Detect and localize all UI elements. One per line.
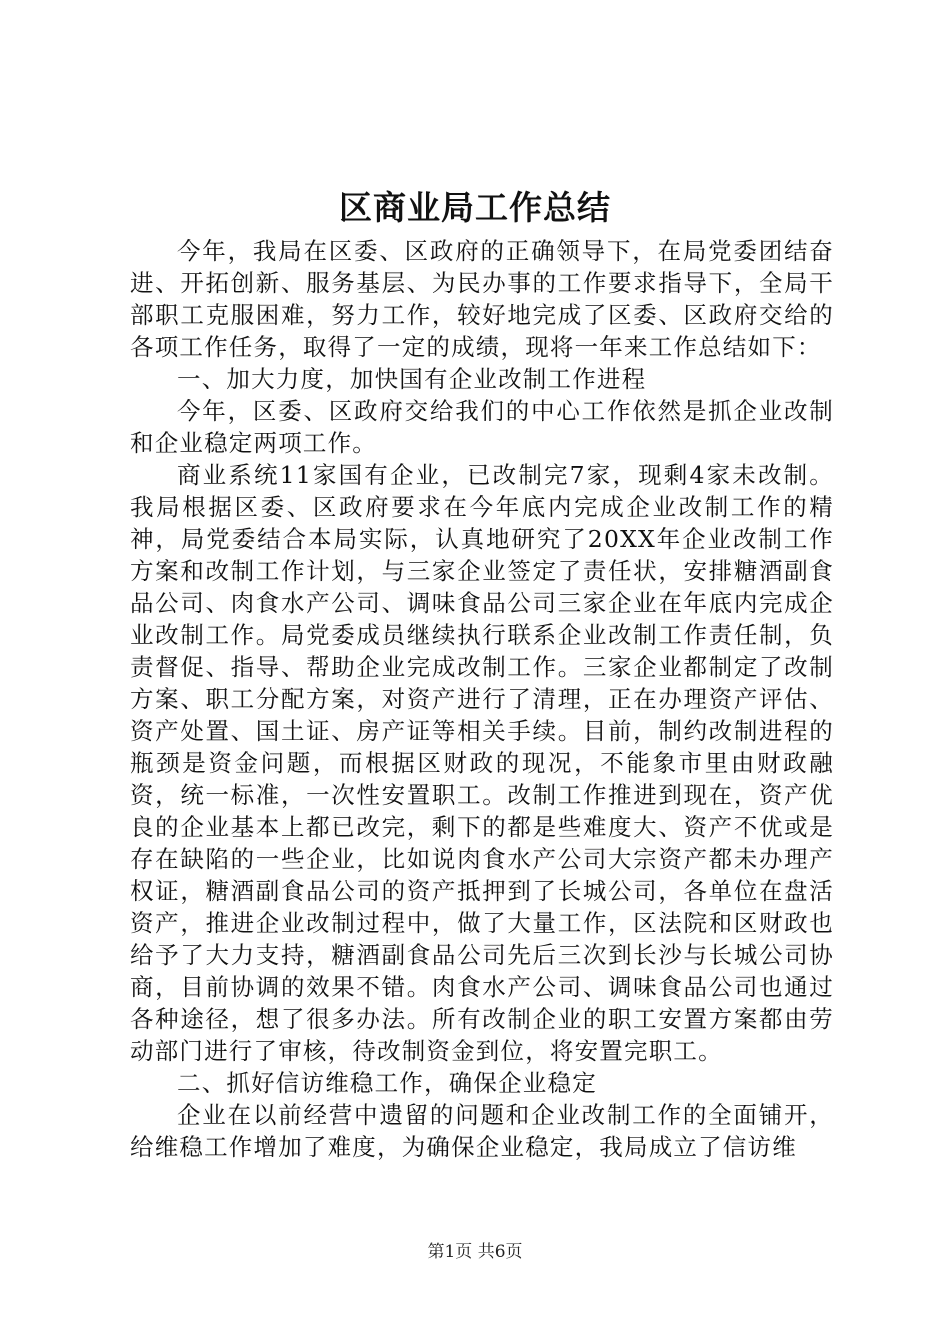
body-paragraph: 今年，区委、区政府交给我们的中心工作依然是抓企业改制和企业稳定两项工作。 <box>130 397 834 457</box>
body-paragraph: 企业在以前经营中遗留的问题和企业改制工作的全面铺开，给维稳工作增加了难度，为确保企业稳定，我局成立了信访维 <box>130 1101 834 1161</box>
page-footer: 第1页 共6页 <box>427 1242 523 1262</box>
section-heading-1: 一、加大力度，加快国有企业改制工作进程 <box>177 365 647 393</box>
intro-paragraph: 今年，我局在区委、区政府的正确领导下，在局党委团结奋进、开拓创新、服务基层、为民办事的工作要求指导下，全局干部职工克服困难，努力工作，较好地完成了区委、区政府交给的各项工作任务，取得了一定的成绩，现将一年来工作总结如下： <box>130 237 834 361</box>
document-body <box>130 235 834 1163</box>
document-title: 区商业局工作总结 <box>339 188 611 227</box>
section-heading-2: 二、抓好信访维稳工作，确保企业稳定 <box>177 1069 597 1097</box>
body-paragraph: 商业系统11家国有企业，已改制完7家，现剩4家未改制。我局根据区委、区政府要求在今年底内完成企业改制工作的精神，局党委结合本局实际，认真地研究了20XX年企业改制工作方案和改制工作计划，与三家企业签定了责任状，安排糖酒副食品公司、肉食水产公司、调味食品公司三家企业在年底内完成企业改制工作。局党委成员继续执行联系企业改制工作责任制，负责督促、指导、帮助企业完成改制工作。三家企业都制定了改制方案、职工分配方案，对资产进行了清理，正在办理资产评估、资产处置、国土证、房产证等相关手续。目前，制约改制进程的瓶颈是资金问题，而根据区财政的现况，不能象市里由财政融资，统一标准，一次性安置职工。改制工作推进到现在，资产优良的企业基本上都已改完，剩下的都是些难度大、资产不优或是存在缺陷的一些企业，比如说肉食水产公司大宗资产都未办理产权证，糖酒副食品公司的资产抵押到了长城公司，各单位在盘活资产，推进企业改制过程中，做了大量工作，区法院和区财政也给予了大力支持，糖酒副食品公司先后三次到长沙与长城公司协商，目前协调的效果不错。肉食水产公司、调味食品公司也通过各种途径，想了很多办法。所有改制企业的职工安置方案都由劳动部门进行了审核，待改制资金到位，将安置完职工。 <box>130 461 834 1065</box>
